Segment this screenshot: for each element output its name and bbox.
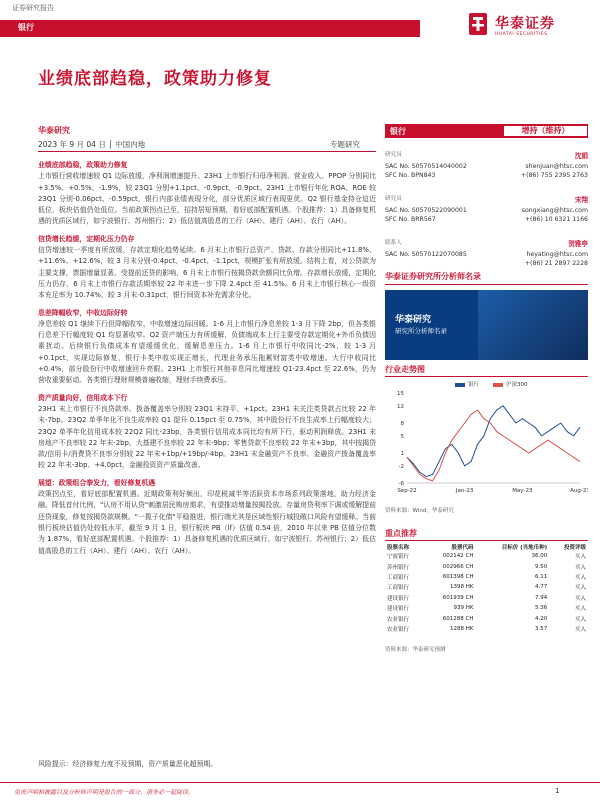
table-header-row xyxy=(385,543,588,551)
footer-disclaimer: 免责声明和披露以及分析师声明是报告的一部分，请务必一起阅读。 xyxy=(14,789,195,796)
table-cell: 601398 CH xyxy=(442,573,474,580)
analyst-name: 宋翔 xyxy=(574,196,588,204)
section-text: 23H1 末上市银行不良贷款率、拨备覆盖率分别较 23Q1 末持平、+1pct。23H1 末关注类贷款占比较 22 年末-7bp。23Q2 单季年化不良生成率较 Q1 提升 0.15pct 至 0.75%，其中股份行不良生成率上行幅度较大；23Q2 单季年化信用成本较 22Q2 同比-23bp，各类银行信用成本同比均有所下行，驱动利润释放。23H1 末房地产不良率较 22 年末-2bp，大基建不良率较 22 年末-9bp；零售贷款不良率较 22 年末+3bp，其中按揭贷款/信用卡/消费贷不良率分别较 22 年末+1bp/+19bp/-4bp。23H1 末金融资产不良率、金融资产拨备覆盖率较 22 年末-3bp、+4.0pct，金融投资资产质量改善。 xyxy=(38,404,376,470)
analyst-sfc: SFC No. BPN843 xyxy=(385,172,436,179)
table-cell: 建设银行 xyxy=(387,595,410,602)
banner-subtitle: 研究所分析师名录 xyxy=(395,327,447,335)
report-title: 业绩底部趋稳，政策助力修复 xyxy=(38,69,272,89)
table-cell: 002966 CH xyxy=(442,563,474,570)
legend-swatch xyxy=(455,383,465,387)
analyst-role: 研究员 xyxy=(385,152,402,158)
analyst-role: 研究员 xyxy=(385,196,402,202)
table-source: 资料来源：华泰研究预测 xyxy=(385,647,446,653)
brand-logo[interactable] xyxy=(469,11,587,41)
chart-source: 资料来源：Wind，华泰研究 xyxy=(385,508,454,514)
y-tick-label: 15 xyxy=(397,391,404,397)
analyst-sfc: SFC No. BRR567 xyxy=(385,216,436,223)
table-row xyxy=(385,551,588,561)
x-tick-label: May-23 xyxy=(512,488,533,494)
table-cell: 9.50 xyxy=(534,563,548,570)
x-tick-label: Sep-22 xyxy=(397,488,417,494)
table-cell: 买入 xyxy=(574,554,586,561)
section-heading: 息差降幅收窄，中收边际好转 xyxy=(38,308,128,317)
recommend-table xyxy=(385,543,588,634)
report-date: 2023 年 9 月 04 日 │ 中国内地 xyxy=(38,140,146,149)
analyst-directory-heading: 华泰证券研究所分析师名录 xyxy=(385,272,481,281)
table-cell: 买入 xyxy=(574,616,586,623)
rating-bar xyxy=(385,124,588,138)
table-cell: 601939 CH xyxy=(442,594,474,601)
table-cell: 1288 HK xyxy=(450,625,474,632)
table-cell: 买入 xyxy=(574,574,586,581)
analyst-phone: +(86) 21 2897 2228 xyxy=(524,260,588,267)
main-body xyxy=(38,160,376,563)
divider xyxy=(385,284,588,285)
logo-mark-icon xyxy=(469,13,487,35)
industry-trend-chart xyxy=(385,375,588,505)
logo-text-cn: 华泰证券 xyxy=(495,16,555,32)
analyst-list xyxy=(385,150,588,282)
banner-title: 华泰研究 xyxy=(395,315,432,325)
section-heading: 业绩底部趋稳，政策助力修复 xyxy=(38,161,128,169)
chart-legend xyxy=(455,380,528,388)
section xyxy=(38,393,376,472)
section xyxy=(38,160,376,228)
industry-banner xyxy=(0,20,420,37)
banner-graphic xyxy=(478,290,588,360)
legend-item xyxy=(455,380,479,388)
table-cell: 建设银行 xyxy=(387,606,410,613)
column-header: 投资评级 xyxy=(563,545,586,551)
report-type-tag: 证券研究报告 xyxy=(12,4,54,12)
table-cell: 601288 CH xyxy=(442,615,474,622)
table-cell: 4.77 xyxy=(534,584,548,591)
trend-chart-svg xyxy=(385,375,588,503)
legend-label: 沪深300 xyxy=(506,382,528,388)
table-cell: 苏州银行 xyxy=(387,564,410,571)
analyst-sac: SAC No. S0570514040002 xyxy=(385,163,467,170)
section xyxy=(38,478,376,557)
analyst-email[interactable]: songxiang@htsc.com xyxy=(521,207,588,214)
table-cell: 买入 xyxy=(574,595,586,602)
column-header: 目标价 (当地币种) xyxy=(501,545,548,551)
analyst-card xyxy=(385,194,588,238)
section-text: 净息差较 Q1 继续下行但降幅收窄，中收增速边际回暖。1-6 月上市银行净息差较 1-3 月下降 2bp，但各类银行息差下行幅度较 Q1 均显著收窄。Q2 资产端压力有所缓解，负债端成本上行主要受存款定期化+外币负债因素扰动。后续银行负债成本有望缓缓优化，缓解息差压力。1-6 月上市银行中收同比-2%，较 1-3 月+0.1pct，实现边际修复，银行卡类中收实现正增长，代理业务承压拖累财富类中收增速。大行中收同比+0.4%，部分股份行中收增速回升亮眼。23H1 上市银行其他非息同比增速较 Q1-23.4pct 至 22.6%，仍为营收重要驱动。各类银行理财规模普遍收缩，理财手续费承压。 xyxy=(38,319,376,385)
analyst-phone: +(86) 10 6321 1166 xyxy=(524,216,588,223)
table-row xyxy=(385,561,588,571)
table-row xyxy=(385,582,588,592)
table-cell: 939 HK xyxy=(453,605,474,612)
table-cell: 36.00 xyxy=(531,553,548,560)
section-text: 上市银行营收增速较 Q1 边际放缓，净利润增速提升。23H1 上市银行归母净利润、营业收入、PPOP 分别同比+3.5%、+0.5%、-1.9%，较 23Q1 分别+1.1pct、-0.9pct、-0.9pct。23H1 上市银行年化 ROA、ROE 较 23Q1 分别-0.06pct、-0.59pct，银行内部业绩表现分化，部分优质区域行表现更优。Q2 银行基金持仓迫近低位，板块估值仍处低位。当前政策拐点已至，招持居短预期，看好底部配置机遇。个股推荐：1）具备修复机遇的优质区域行，如宁波银行、苏州银行；2）低估值高股息的工行（AH）、建行（AH）、农行（AH）。 xyxy=(38,172,376,226)
table-cell: 1398 HK xyxy=(450,584,474,591)
legend-label: 银行 xyxy=(468,382,480,388)
y-tick-label: 12 xyxy=(397,403,404,410)
section-heading: 资产质量向好，信用成本下行 xyxy=(38,393,128,402)
table-cell: 买入 xyxy=(574,564,586,571)
table-row xyxy=(385,603,588,613)
table-cell: 4.20 xyxy=(534,615,548,622)
x-tick-label: Jan-23 xyxy=(455,488,474,494)
y-tick-label: 1 xyxy=(400,451,404,457)
table-cell: 7.94 xyxy=(534,594,548,601)
page-number: 1 xyxy=(555,787,560,795)
legend-item xyxy=(493,380,528,388)
chart-heading: 行业走势图 xyxy=(385,365,425,374)
section-heading: 展望：政策组合拳发力，看好修复机遇 xyxy=(38,478,156,487)
table-cell: 农业银行 xyxy=(387,626,410,633)
logo-text-en: HUATAI SECURITIES xyxy=(495,32,548,37)
divider xyxy=(385,540,588,541)
section-text: 信贷增速较一季度有所放缓，存款定期化趋势延续。6 月末上市银行总资产、贷款、存款分别同比+11.8%、+11.6%、+12.6%，较 3 月末分别-0.4pct、-0.4pct、-1.1pct，规模扩张有所放缓。结构上看，对公贷款为主要支撑，票据增量显著。受提前还贷的影响，6 月末上市银行按揭贷款余额同比负增。存款增长放缓，定期化压力仍存，6 月末上市银行存款活期率较 22 年末进一步下降 2.4pct 至 41.5%。6 月末上市银行核心一级资本充足率为 10.74%，较 3 月末-0.31pct，银行间资本补充需求分化。 xyxy=(38,246,376,300)
y-tick-label: -2 xyxy=(398,463,404,470)
table-cell: 农业银行 xyxy=(387,616,410,623)
table-cell: 5.36 xyxy=(534,605,548,612)
section xyxy=(38,234,376,302)
report-category: 专题研究 xyxy=(330,140,360,149)
table-cell: 买入 xyxy=(574,626,586,633)
table-cell: 买入 xyxy=(574,606,586,613)
analyst-directory-banner[interactable] xyxy=(385,290,588,360)
column-header: 股票代码 xyxy=(451,545,474,551)
table-cell: 6.11 xyxy=(534,573,548,580)
table-cell: 工商银行 xyxy=(387,574,410,581)
table-cell: 3.57 xyxy=(534,625,548,632)
table-row xyxy=(385,613,588,623)
title-divider xyxy=(38,151,376,152)
recommend-table-wrap xyxy=(385,543,588,634)
analyst-email[interactable]: shenjuan@htsc.com xyxy=(525,163,588,170)
legend-swatch xyxy=(493,383,503,387)
investment-rating: 增持（维持） xyxy=(503,125,588,137)
section-heading: 信贷增长趋缓，定期化压力仍存 xyxy=(38,234,135,243)
analyst-card xyxy=(385,150,588,194)
y-tick-label: 8 xyxy=(400,421,404,427)
table-row xyxy=(385,572,588,582)
industry-tag: 银行 xyxy=(18,23,34,32)
risk-warning: 风险提示：经济修复力度不及预期，资产质量恶化超预期。 xyxy=(38,760,218,768)
recommend-heading: 重点推荐 xyxy=(385,529,417,538)
column-header: 股票名称 xyxy=(387,545,410,551)
table-row xyxy=(385,624,588,634)
section-text: 政策拐点至，看好底部配置机遇。近期政策利好频出，印花税减半等活跃资本市场系列政策落地，助力经济金融。降低首付比例，"认房不用认贷"刺激居民购房需求，有望推动增量按揭投放。存量房贷利率下调或缓解提前还贷现象，修复按揭贷款规模。"一揽子化债"平稳推进，银行端尤其是区域性银行城投敞口风险有望缓释。当前银行板块估值仍处较低水平，截至 9 月 1 日，银行板块 PB（lf）估值 0.54 倍，2010 年以来 PB 估值分位数为 1.87%，看好底部配置机遇。个股推荐：1）具备修复机遇的优质区域行，如宁波银行、苏州银行；2）低估值高股息的工行（AH）、建行（AH）、农行（AH）。 xyxy=(38,490,376,555)
series-line xyxy=(407,410,580,481)
analyst-name: 贺雅亭 xyxy=(568,240,588,248)
table-cell: 买入 xyxy=(574,585,586,592)
sidebar-industry: 银行 xyxy=(390,127,406,136)
table-body xyxy=(385,551,588,634)
analyst-sac: SAC No. S0570122070085 xyxy=(385,251,467,258)
y-tick-label: 5 xyxy=(400,433,404,440)
analyst-name: 沈娟 xyxy=(574,152,588,160)
analyst-sac: SAC No. S0570522090001 xyxy=(385,207,467,214)
analyst-phone: +(86) 755 2395 2763 xyxy=(520,172,588,179)
x-tick-label: Aug-23 xyxy=(570,488,588,494)
analyst-role: 联系人 xyxy=(385,240,402,246)
author-label: 华泰研究 xyxy=(38,126,70,135)
analyst-email[interactable]: heyating@htsc.com xyxy=(526,251,588,258)
series-line xyxy=(407,406,580,477)
footer-divider xyxy=(0,782,600,783)
table-row xyxy=(385,593,588,603)
section xyxy=(38,308,376,387)
y-tick-label: -6 xyxy=(398,481,404,487)
table-cell: 002142 CH xyxy=(442,553,474,560)
table-cell: 宁波银行 xyxy=(387,554,410,561)
table-cell: 工商银行 xyxy=(387,585,410,592)
